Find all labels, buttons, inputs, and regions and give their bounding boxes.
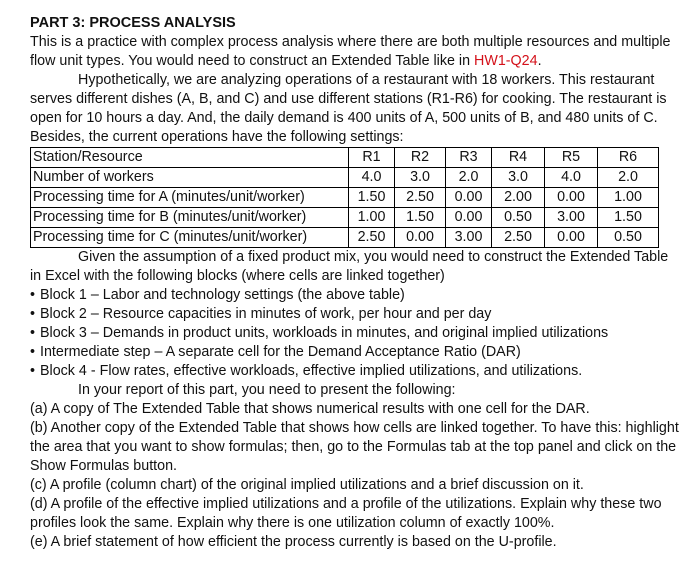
table-cell: 3.0 — [492, 168, 545, 188]
deliverables-list — [30, 400, 682, 552]
table-cell: 0.00 — [395, 228, 446, 248]
table-header-cell: R5 — [545, 148, 598, 168]
table-cell: 0.00 — [545, 188, 598, 208]
row-label: Number of workers — [31, 168, 349, 188]
list-item — [30, 305, 682, 324]
assumption-paragraph: Given the assumption of a fixed product mix, you would need to construct the Extended Table in Excel with the following blocks (where cells are linked together) — [30, 249, 669, 284]
deliverable-item: (b) Another copy of the Extended Table that shows how cells are linked together. To have this: highlight the area that you want to show formulas; then, go to the Formulas tab at the top panel and click on the Show Formulas button. — [30, 420, 679, 474]
list-item — [30, 286, 682, 305]
row-label: Processing time for A (minutes/unit/worker) — [31, 188, 349, 208]
scenario-paragraph: Hypothetically, we are analyzing operations of a restaurant with 18 workers. This restaurant serves different dishes (A, B, and C) and use different stations (R1-R6) for cooking. The restaurant is open for 10 hours a day. And, the daily demand is 400 units of A, 500 units of B, and 480 units of C. Besides, the current operations have the following settings: — [30, 72, 667, 145]
table-row — [31, 208, 659, 228]
list-item-text: Intermediate step – A separate cell for the Demand Acceptance Ratio (DAR) — [40, 344, 521, 360]
table-cell: 0.50 — [598, 228, 659, 248]
list-item-text: Block 4 - Flow rates, effective workloads, effective implied utilizations, and utilizations. — [40, 363, 583, 379]
table-cell: 1.50 — [598, 208, 659, 228]
table-header-cell: R1 — [349, 148, 395, 168]
table-cell: 2.50 — [349, 228, 395, 248]
table-row — [31, 188, 659, 208]
list-item-text: Block 2 – Resource capacities in minutes of work, per hour and per day — [40, 306, 492, 322]
list-item — [30, 324, 682, 343]
table-cell: 1.00 — [349, 208, 395, 228]
table-cell: 0.50 — [492, 208, 545, 228]
table-row — [31, 168, 659, 188]
bullet-icon: • — [30, 363, 36, 379]
deliverable-item: (e) A brief statement of how efficient the process currently is based on the U-profile. — [30, 534, 557, 550]
bullet-icon: • — [30, 306, 36, 322]
table-cell: 3.00 — [545, 208, 598, 228]
table-header-cell: R2 — [395, 148, 446, 168]
table-cell: 1.50 — [349, 188, 395, 208]
table-row — [31, 228, 659, 248]
deliverable-item: (c) A profile (column chart) of the original implied utilizations and a brief discussion on it. — [30, 477, 584, 493]
list-item-text: Block 1 – Labor and technology settings (the above table) — [40, 287, 405, 303]
table-cell: 3.0 — [395, 168, 446, 188]
table-cell: 1.00 — [598, 188, 659, 208]
list-item — [30, 343, 682, 362]
table-cell: 2.0 — [446, 168, 492, 188]
intro-trailing-period: . — [537, 53, 542, 69]
section-heading: PART 3: PROCESS ANALYSIS — [30, 15, 236, 31]
table-cell: 2.50 — [492, 228, 545, 248]
row-label: Processing time for C (minutes/unit/worker) — [31, 228, 349, 248]
table-cell: 0.00 — [446, 188, 492, 208]
bullet-icon: • — [30, 325, 36, 341]
row-label: Processing time for B (minutes/unit/worker) — [31, 208, 349, 228]
hw-reference-link[interactable]: HW1-Q24 — [474, 53, 538, 69]
table-cell: 0.00 — [545, 228, 598, 248]
list-item-text: Block 3 – Demands in product units, workloads in minutes, and original implied utilizations — [40, 325, 609, 341]
settings-table — [30, 147, 659, 248]
table-cell: 3.00 — [446, 228, 492, 248]
bullet-icon: • — [30, 344, 36, 360]
list-item — [30, 362, 682, 381]
table-header-cell: Station/Resource — [31, 148, 349, 168]
table-cell: 0.00 — [446, 208, 492, 228]
block-list — [30, 286, 682, 381]
table-header-cell: R4 — [492, 148, 545, 168]
table-header-cell: R3 — [446, 148, 492, 168]
table-header-row — [31, 148, 659, 168]
bullet-icon: • — [30, 287, 36, 303]
table-cell: 2.50 — [395, 188, 446, 208]
report-intro-paragraph: In your report of this part, you need to present the following: — [78, 382, 456, 398]
table-header-cell: R6 — [598, 148, 659, 168]
deliverable-item: (d) A profile of the effective implied utilizations and a profile of the utilizations. Explain why these two profiles look the same. Explain why there is one utilization column of exactly 100%. — [30, 496, 662, 531]
table-cell: 2.0 — [598, 168, 659, 188]
table-cell: 1.50 — [395, 208, 446, 228]
intro-text: This is a practice with complex process analysis where there are both multiple resources and multiple flow unit types. You would need to construct an Extended Table like in — [30, 34, 671, 69]
table-cell: 4.0 — [545, 168, 598, 188]
table-cell: 4.0 — [349, 168, 395, 188]
intro-paragraph — [30, 33, 682, 71]
table-cell: 2.00 — [492, 188, 545, 208]
deliverable-item: (a) A copy of The Extended Table that shows numerical results with one cell for the DAR. — [30, 401, 590, 417]
